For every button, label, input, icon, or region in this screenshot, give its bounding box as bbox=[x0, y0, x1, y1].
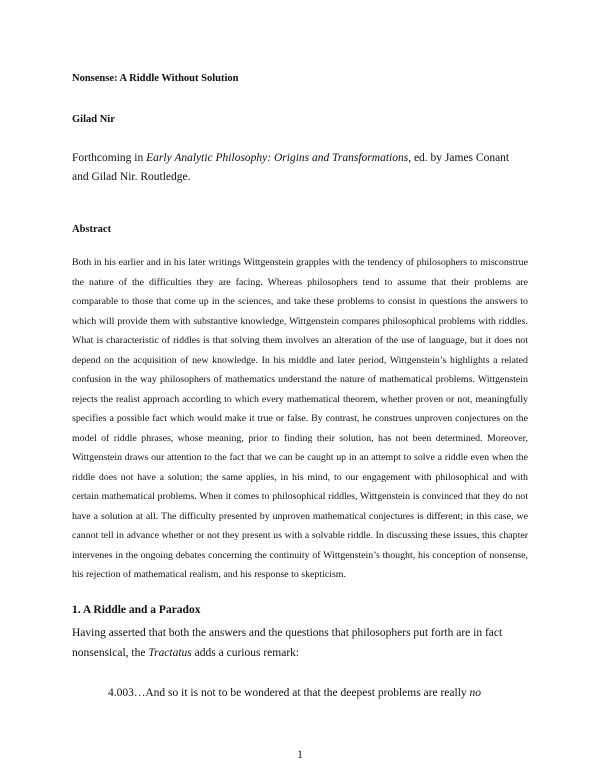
forthcoming-suffix: , ed. by James Conant and Gilad Nir. Routledge. bbox=[72, 152, 510, 183]
forthcoming-prefix: Forthcoming in bbox=[72, 152, 147, 164]
page-number: 1 bbox=[297, 749, 303, 761]
block-quote bbox=[108, 686, 528, 701]
intro-before: Having asserted that both the answers and the questions that philosophers put forth are in fact nonsensical, the bbox=[72, 627, 503, 659]
book-title: Early Analytic Philosophy: Origins and Transformations bbox=[146, 152, 409, 164]
section-intro bbox=[72, 624, 528, 663]
abstract-heading: Abstract bbox=[72, 224, 112, 235]
tractatus-title: Tractatus bbox=[148, 646, 192, 659]
abstract-text: Both in his earlier and in his later writings Wittgenstein grapples with the tendency of philosophers to misconstrue the nature of the difficulties they are facing. Whereas philosophers tend to assume that their problems are comparable to those that come up in the sciences, and take these problems to consist in questions the answers to which will provide them with substantive knowledge, Wittgenstein compares philosophical problems with riddles. What is characteristic of riddles is that solving them involves an alteration of the use of language, but it does not depend on the acquisition of new knowledge. In his middle and later period, Wittgenstein’s highlights a related confusion in the way philosophers of mathematics understand the nature of mathematical problems. Wittgenstein rejects the realist approach according to which every mathematical theorem, whether proven or not, meaningfully specifies a possible fact which would make it true or false. By contrast, he construes unproven conjectures on the model of riddle phrases, whose meaning, prior to finding their solution, has not been determined. Moreover, Wittgenstein draws our attention to the fact that we can be caught up in an attempt to solve a riddle even when the riddle does not have a solution; the same applies, in his mind, to our engagement with philosophical and with certain mathematical problems. When it comes to philosophical riddles, Wittgenstein is convinced that they do not have a solution at all. The difficulty presented by unproven mathematical conjectures is different; in this case, we cannot tell in advance whether or not they present us with a solvable riddle. In discussing these issues, this chapter intervenes in the ongoing debates concerning the continuity of Wittgenstein’s thought, his conception of nonsense, his rejection of mathematical realism, and his response to skepticism. bbox=[72, 257, 528, 580]
quote-emphasis: no bbox=[469, 687, 482, 699]
paper-title: Nonsense: A Riddle Without Solution bbox=[72, 73, 239, 84]
section-heading: 1. A Riddle and a Paradox bbox=[72, 604, 201, 616]
quote-text: 4.003…And so it is not to be wondered at that the deepest problems are really bbox=[108, 687, 470, 699]
forthcoming-note bbox=[72, 149, 528, 187]
intro-after: adds a curious remark: bbox=[191, 646, 300, 659]
author-name: Gilad Nir bbox=[72, 114, 115, 125]
